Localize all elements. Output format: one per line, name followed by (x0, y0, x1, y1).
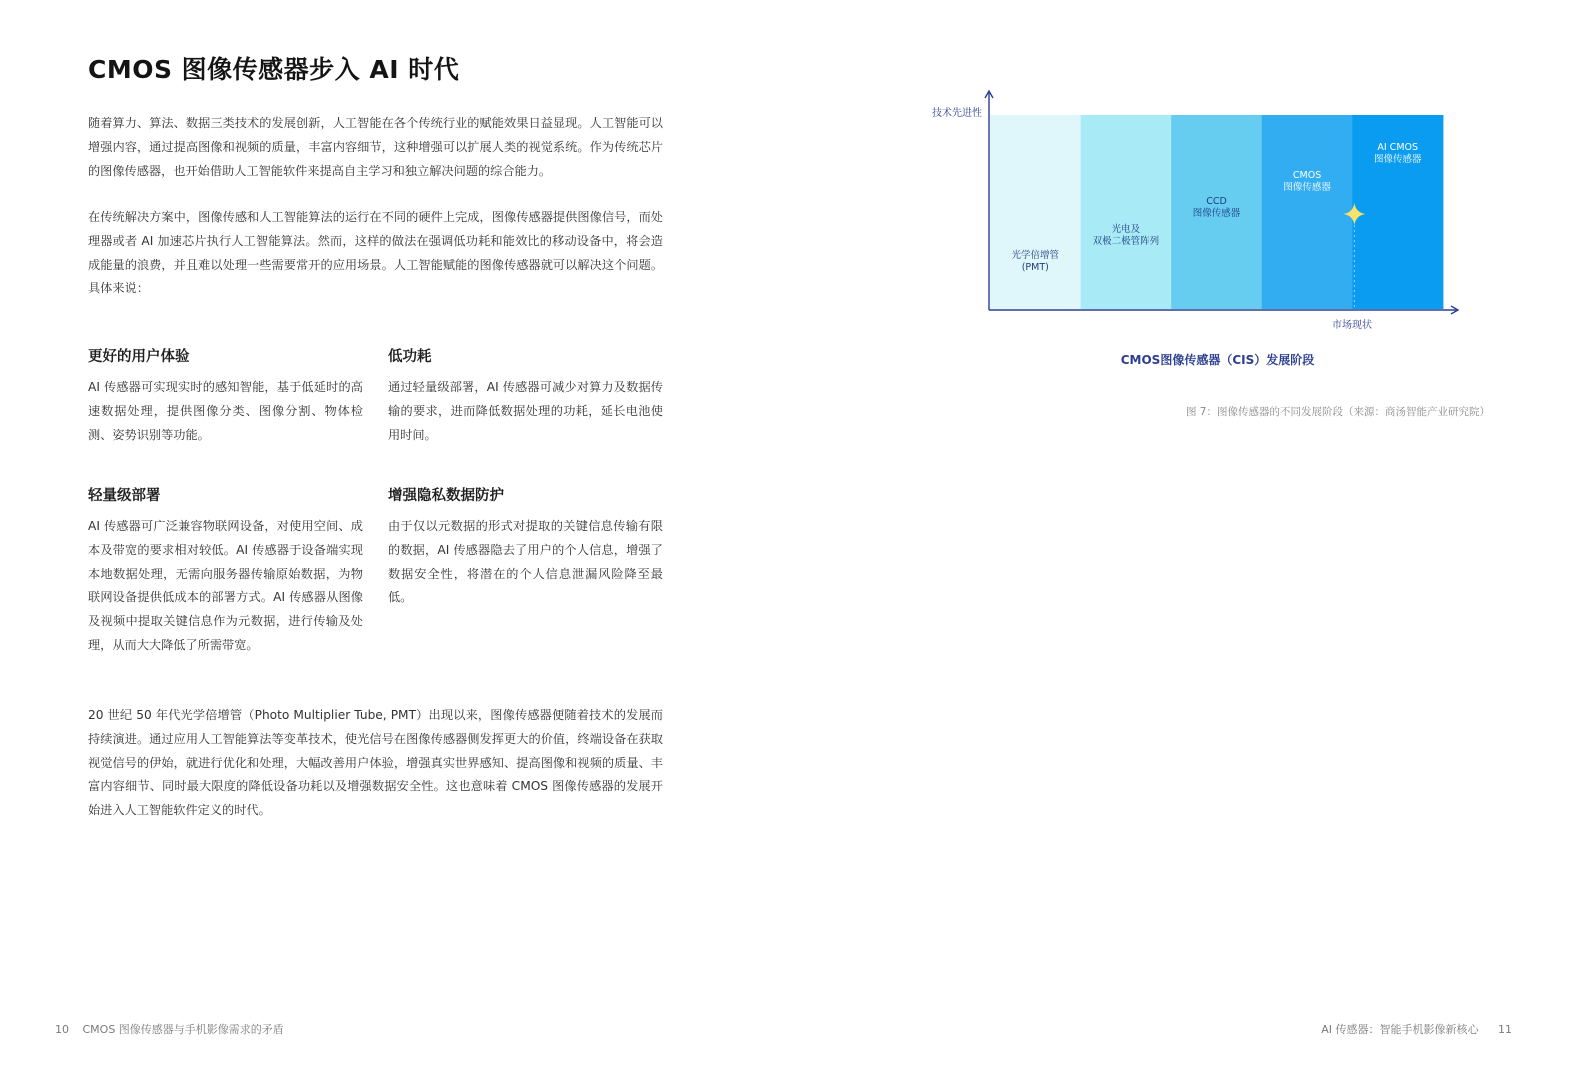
feature-heading-privacy: 增强隐私数据防护 (388, 488, 504, 504)
figure-caption: 图 7：图像传感器的不同发展阶段（来源：商汤智能产业研究院） (1185, 406, 1490, 418)
feature-heading-lightweight: 轻量级部署 (88, 488, 161, 504)
stage-bar-1 (990, 115, 1081, 309)
stage-label-2: 光电及双极二极管阵列 (1092, 224, 1160, 247)
stage-label-1: 光学倍增管(PMT) (1011, 250, 1060, 273)
page-number-left: 10 (55, 1023, 69, 1036)
intro-paragraph-2: 在传统解决方案中，图像传感和人工智能算法的运行在不同的硬件上完成，图像传感器提供图像信号，而处理器或者 AI 加速芯片执行人工智能算法。然而，这样的做法在强调低功耗和能效比的移动设备中，将会造成能量的浪费，并且难以处理一些需要常开的应用场景。人工智能赋能的图像传感器就可以解决这个问题。具体来说： (88, 210, 663, 296)
stage-label-3: CCD 图像传感器 (1192, 196, 1241, 219)
feature-body-lightweight: AI 传感器可广泛兼容物联网设备，对使用空间、成本及带宽的要求相对较低。AI 传感器于设备端实现本地数据处理，无需向服务器传输原始数据，为物联网设备提供低成本的部署方式。AI 传感器从图像及视频中提取关键信息作为元数据，进行传输及处理，从而大大降低了所需带宽。 (88, 519, 363, 652)
stage-label-4: CMOS 图像传感器 (1283, 170, 1331, 193)
page-title: CMOS 图像传感器步入 AI 时代 (88, 55, 460, 84)
conclusion-paragraph: 20 世纪 50 年代光学倍增管（Photo Multiplier Tube, PMT）出现以来，图像传感器便随着技术的发展而持续演进。通过应用人工智能算法等变革技术，使光信号在图像传感器侧发挥更大的价值，终端设备在获取视觉信号的伊始，就进行优化和处理，大幅改善用户体验，增强真实世界感知、提高图像和视频的质量、丰富内容细节、同时最大限度的降低设备功耗以及增强数据安全性。这也意味着 CMOS 图像传感器的发展开始进入人工智能软件定义的时代。 (88, 708, 663, 818)
page-number-right: 11 (1498, 1023, 1512, 1036)
footer-left (55, 1021, 284, 1037)
intro-paragraph-1: 随着算力、算法、数据三类技术的发展创新，人工智能在各个传统行业的赋能效果日益显现。人工智能可以增强内容，通过提高图像和视频的质量，丰富内容细节，这种增强可以扩展人类的视觉系统。作为传统芯片的图像传感器，也开始借助人工智能软件来提高自主学习和独立解决问题的综合能力。 (88, 116, 663, 178)
feature-body-low-power: 通过轻量级部署，AI 传感器可减少对算力及数据传输的要求，进而降低数据处理的功耗，延长电池使用时间。 (388, 380, 663, 442)
chart-bars (990, 115, 1443, 309)
footer-right-title: AI 传感器：智能手机影像新核心 (1321, 1023, 1479, 1036)
x-axis-label: 市场现状 (1332, 320, 1372, 331)
footer-right (1321, 1021, 1512, 1037)
development-stage-chart (930, 80, 1470, 335)
stage-bar-2 (1081, 115, 1172, 309)
feature-body-user-experience: AI 传感器可实现实时的感知智能，基于低延时的高速数据处理，提供图像分类、图像分割、物体检测、姿势识别等功能。 (88, 380, 363, 442)
y-axis-label: 技术先进性 (932, 108, 982, 119)
stage-label-5: AI CMOS 图像传感器 (1373, 142, 1422, 165)
stage-bar-4 (1262, 115, 1353, 309)
footer-left-title: CMOS 图像传感器与手机影像需求的矛盾 (82, 1023, 284, 1036)
feature-heading-user-experience: 更好的用户体验 (88, 349, 190, 365)
chart-title: CMOS图像传感器（CIS）发展阶段 (1120, 353, 1315, 367)
feature-heading-low-power: 低功耗 (388, 349, 432, 365)
feature-body-privacy: 由于仅以元数据的形式对提取的关键信息传输有限的数据，AI 传感器隐去了用户的个人信息，增强了数据安全性，将潜在的个人信息泄漏风险降至最低。 (388, 519, 663, 605)
